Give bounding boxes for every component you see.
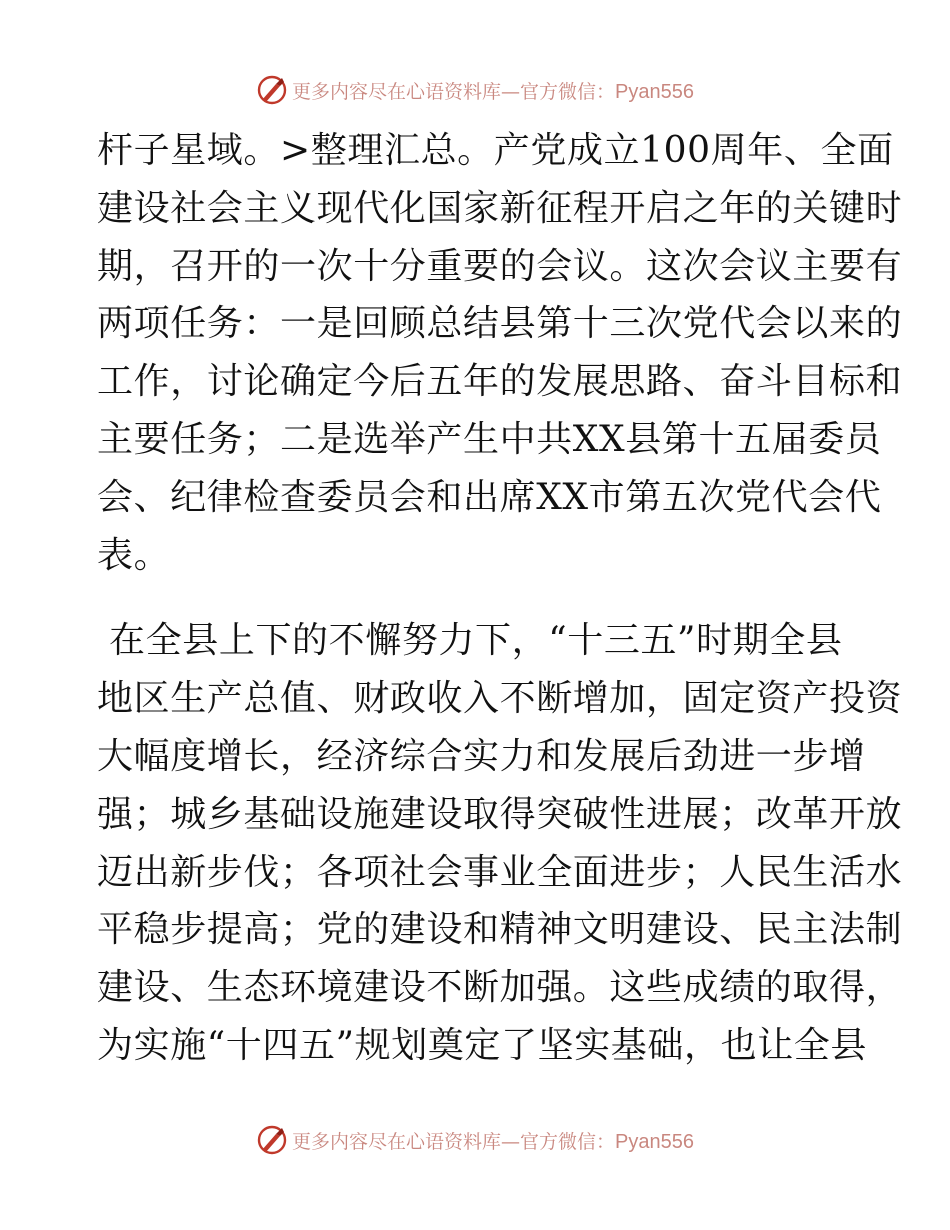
text-line: 强；城乡基础设施建设取得突破性进展；改革开放 (97, 793, 903, 835)
header-watermark (0, 70, 950, 110)
text-line: 杆子星域。>整理汇总。产党成立100周年、全面 (97, 130, 894, 171)
paragraph-2 (97, 612, 903, 1074)
text-line: 表。 (97, 534, 171, 576)
text-line: 会、纪律检查委员会和出席XX市第五次党代会代 (97, 476, 882, 518)
text-line: 地区生产总值、财政收入不断增加，固定资产投资 (97, 678, 903, 720)
watermark-text: 更多内容尽在心语资料库—官方微信：Pyan556 (292, 80, 694, 103)
text-line: 迈出新步伐；各项社会事业全面进步；人民生活水 (97, 851, 903, 893)
pen-logo-icon (256, 74, 288, 106)
text-line: 为实施“十四五”规划奠定了坚实基础，也让全县 (97, 1024, 868, 1066)
text-line: 两项任务：一是回顾总结县第十三次党代会以来的 (97, 303, 903, 345)
text-line: 建设、生态环境建设不断加强。这些成绩的取得， (97, 967, 903, 1009)
paragraph-1 (97, 122, 903, 584)
footer-watermark (0, 1120, 950, 1160)
watermark-text: 更多内容尽在心语资料库—官方微信：Pyan556 (292, 1130, 694, 1153)
text-line: 平稳步提高；党的建设和精神文明建设、民主法制 (97, 909, 903, 951)
text-line: 主要任务；二是选举产生中共XX县第十五届委员 (97, 418, 882, 460)
pen-logo-icon (256, 1124, 288, 1156)
text-line: 工作，讨论确定今后五年的发展思路、奋斗目标和 (97, 361, 903, 403)
text-line: 大幅度增长，经济综合实力和发展后劲进一步增 (97, 735, 866, 777)
text-line: 期，召开的一次十分重要的会议。这次会议主要有 (97, 245, 903, 287)
text-line: 在全县上下的不懈努力下，“十三五”时期全县 (97, 620, 843, 662)
document-body (97, 122, 903, 1075)
text-line: 建设社会主义现代化国家新征程开启之年的关键时 (97, 187, 903, 229)
